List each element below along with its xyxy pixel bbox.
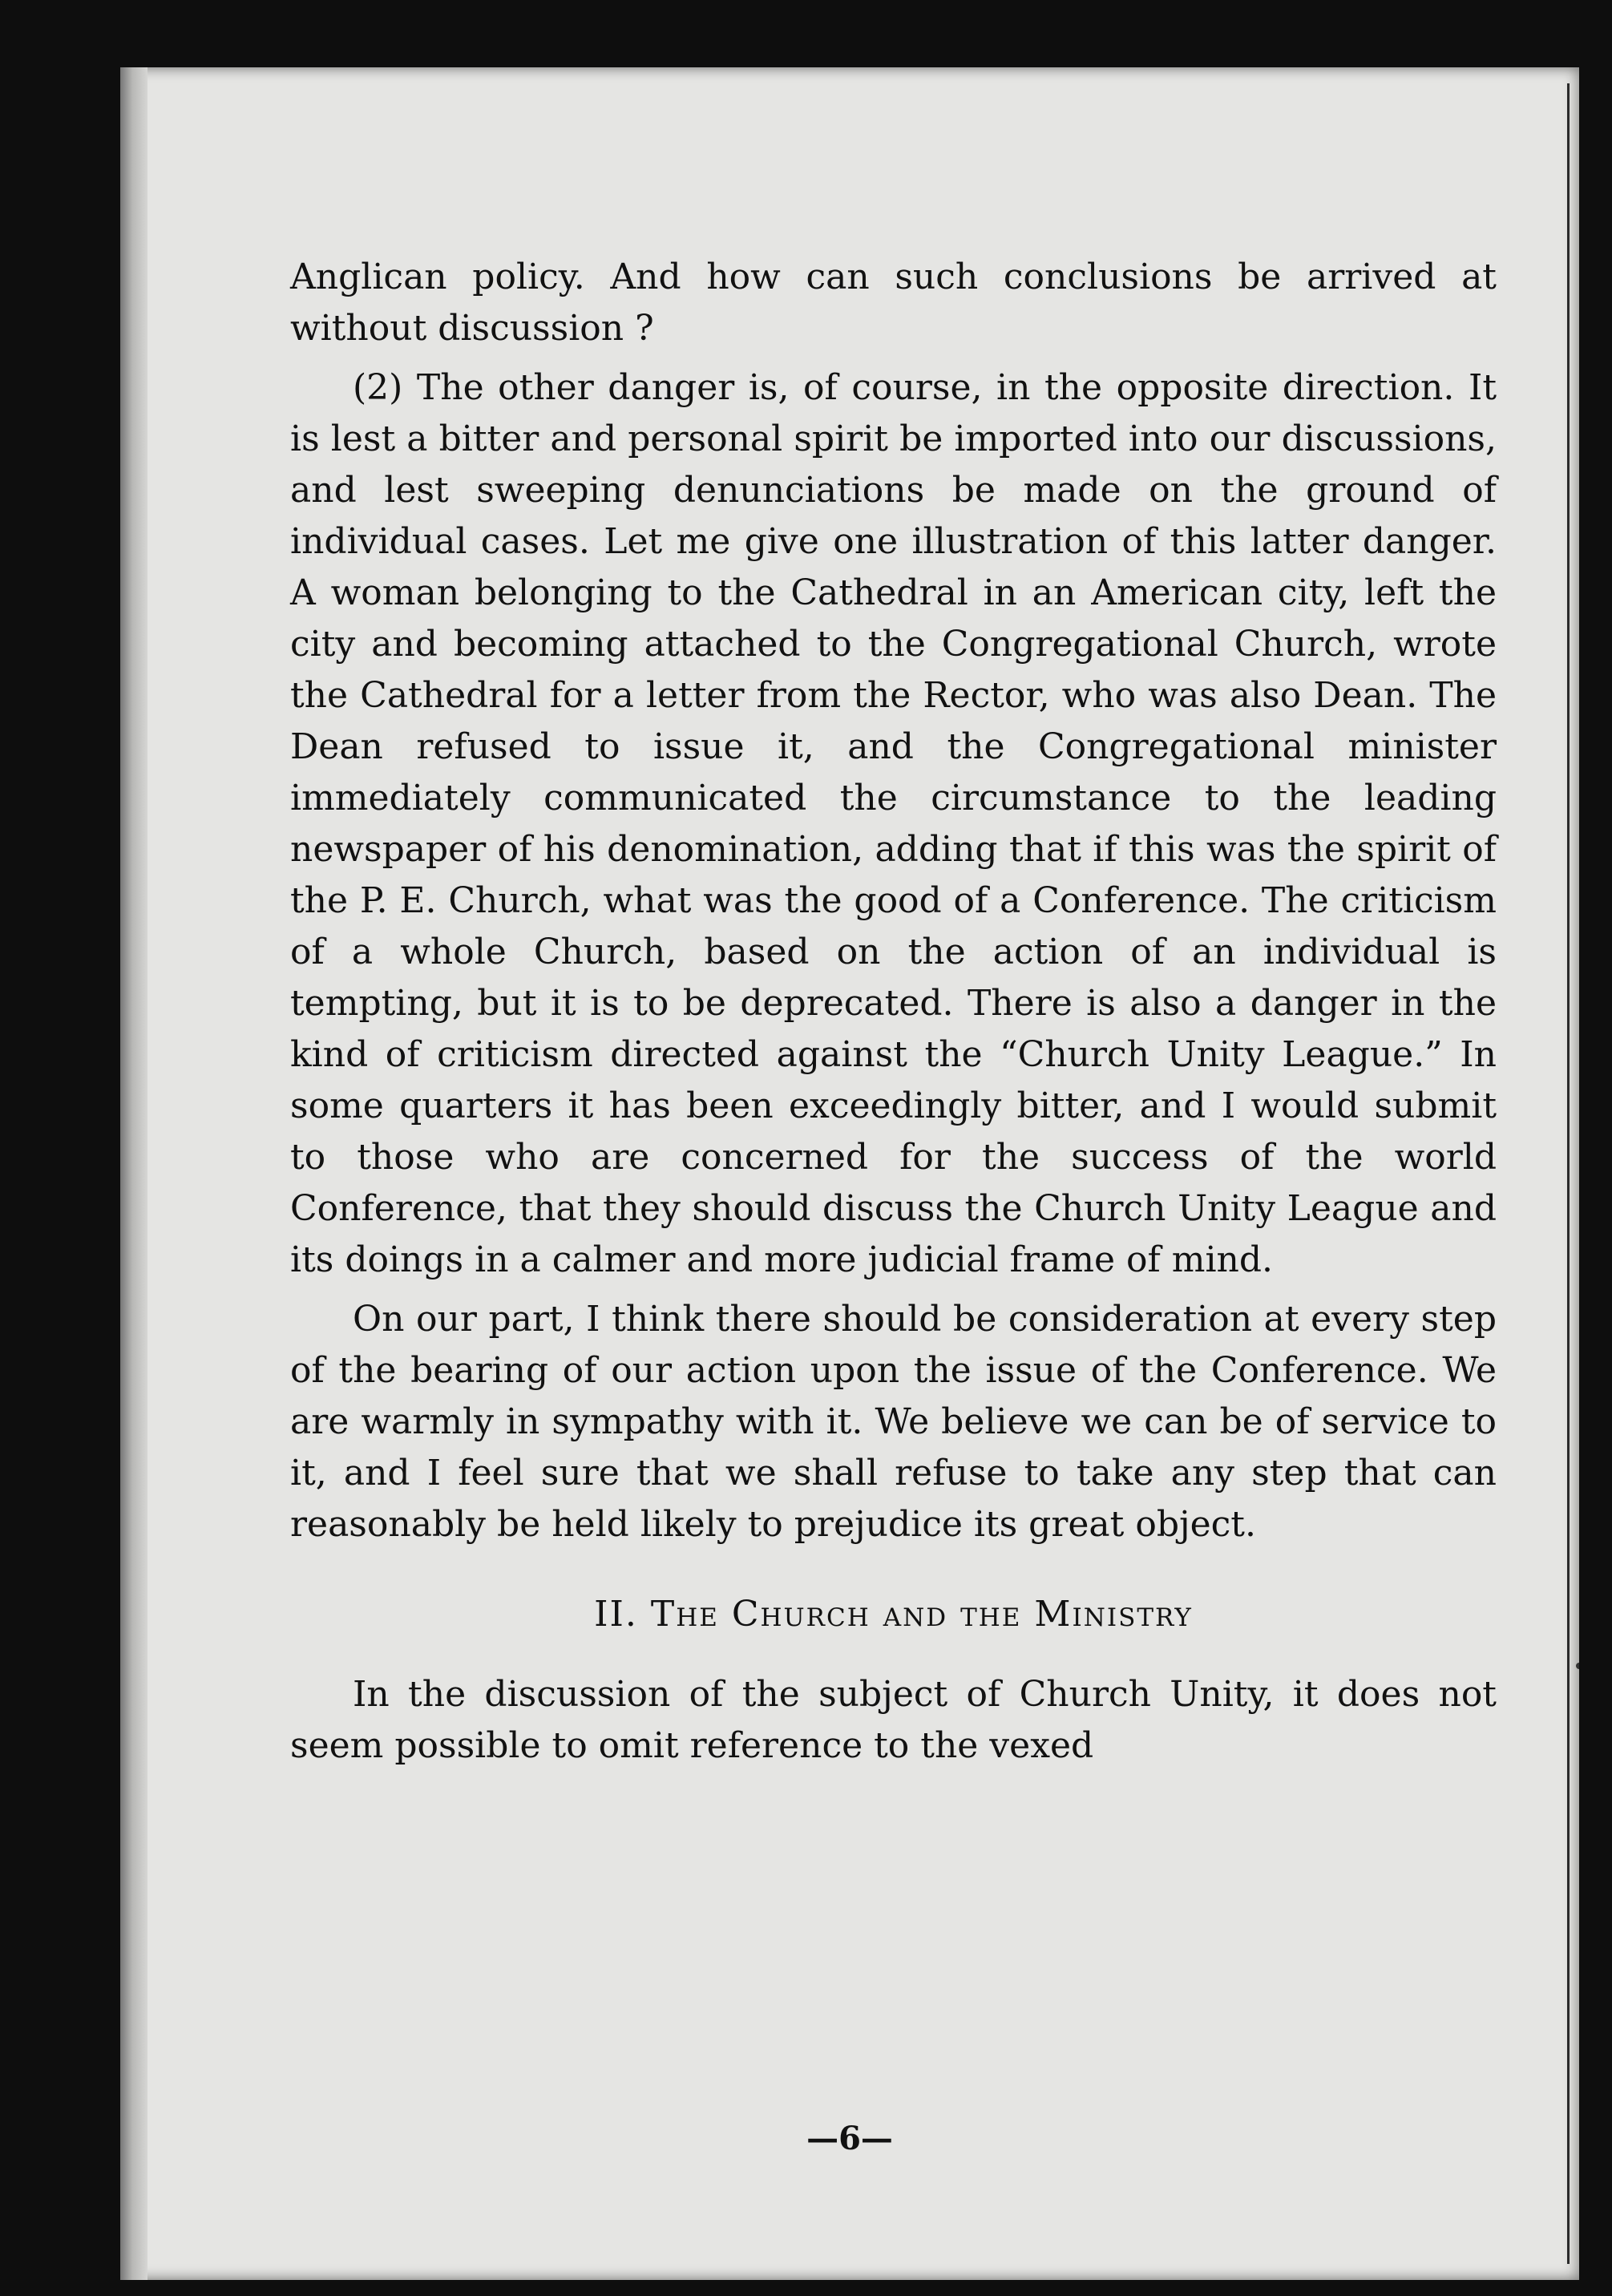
section-heading: II. The Church and the Ministry <box>594 1594 1193 1635</box>
paragraph-2: (2) The other danger is, of course, in the opposite direction. It is lest a bitter and personal spirit be imported into our discussions, and lest sweeping denunciations be made on the ground of individual cases. Let me give one illustration of this latter danger. A woman belonging to the Cathedral in an American city, left the city and becoming attached to the Congregational Church, wrote the Cathedral for a letter from the Rector, who was also Dean. The Dean refused to issue it, and the Congregational minister immediately communicated the circumstance to the leading newspaper of his denomination, adding that if this was the spirit of the P. E. Church, what was the good of a Conference. The criticism of a whole Church, based on the action of an individual is tempting, but it is to be deprecated. There is also a danger in the kind of criticism directed against the “Church Unity League.” In some quarters it has been exceedingly bitter, and I would submit to those who are concerned for the success of the world Conference, that they should discuss the Church Unity League and its doings in a calmer and more judicial frame of mind. <box>290 367 1497 1280</box>
right-edge-rule <box>1567 83 1570 2264</box>
scan-speck <box>1576 1663 1579 1669</box>
paragraph-3: On our part, I think there should be consideration at every step of the bearing of our action upon the issue of the Conference. We are warmly in sympathy with it. We believe we can be of service to it, and I feel sure that we shall refuse to take any step that can reasonably be held likely to prejudice its great object. <box>290 1299 1497 1545</box>
page-binding-edge <box>120 67 147 2280</box>
book-page <box>120 67 1579 2280</box>
page-number: —6— <box>806 2120 893 2157</box>
paragraph-4: In the discussion of the subject of Church Unity, it does not seem possible to omit reference to the vexed <box>290 1674 1497 1766</box>
body-text <box>290 252 1497 1780</box>
paragraph-1: Anglican policy. And how can such conclusions be arrived at without discussion ? <box>290 257 1497 349</box>
